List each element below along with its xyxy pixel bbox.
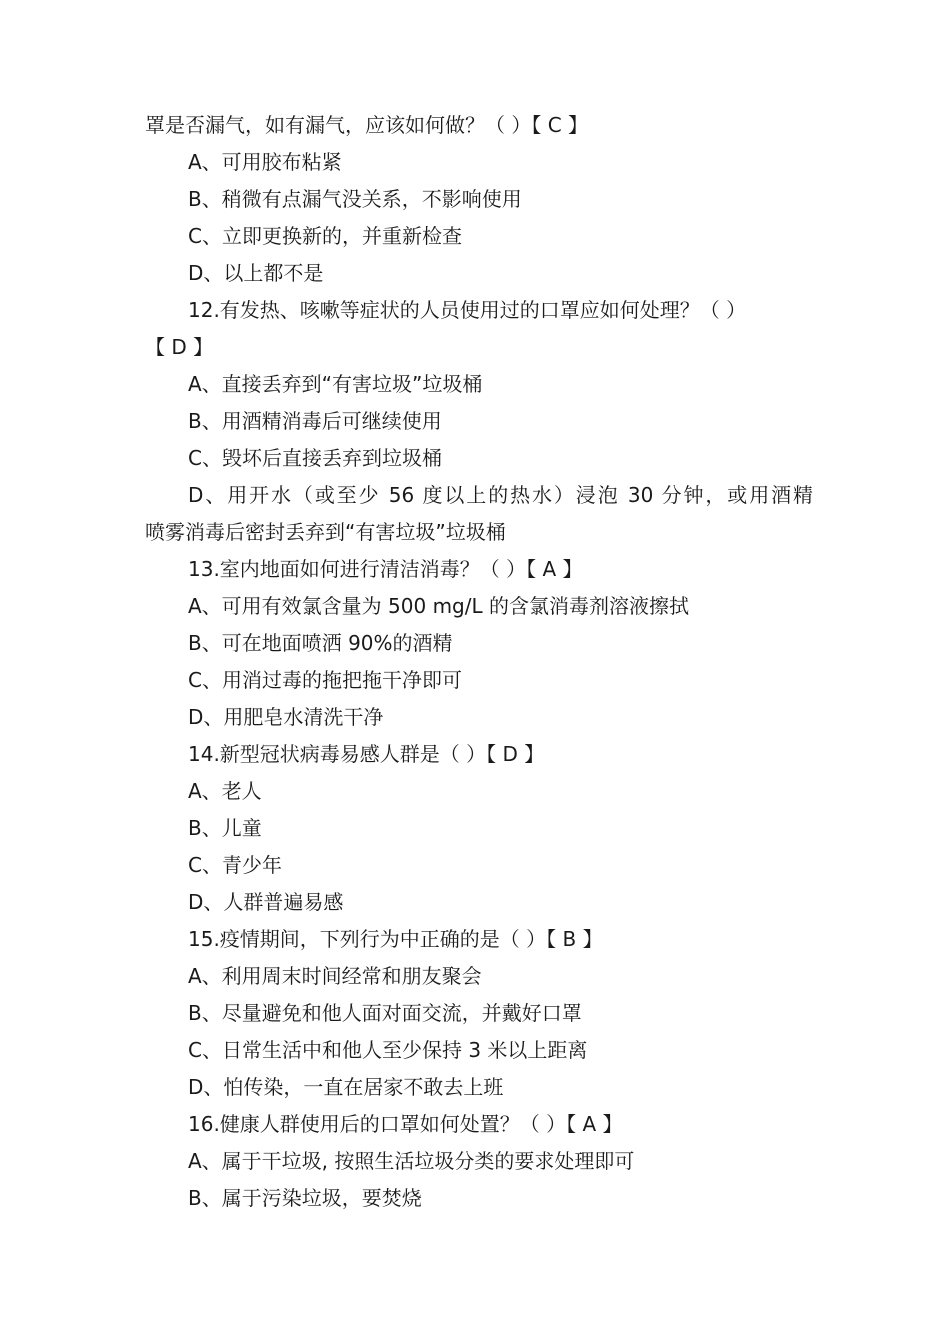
text-line: D、怕传染，一直在居家不敢去上班	[188, 1075, 504, 1099]
text-line: C、用消过毒的拖把拖干净即可	[188, 668, 462, 692]
text-line: 【 D 】	[145, 335, 214, 359]
text-line: B、尽量避免和他人面对面交流，并戴好口罩	[188, 1001, 582, 1025]
text-line: 14.新型冠状病毒易感人群是（ ）【 D 】	[188, 742, 545, 766]
text-line: A、老人	[188, 779, 262, 803]
text-line: A、直接丢弃到“有害垃圾”垃圾桶	[188, 372, 483, 396]
text-line: C、青少年	[188, 853, 282, 877]
text-line: 罩是否漏气，如有漏气，应该如何做？（ ）【 C 】	[145, 113, 589, 137]
text-line: B、属于污染垃圾，要焚烧	[188, 1186, 422, 1210]
text-line: 16.健康人群使用后的口罩如何处置？（ ）【 A 】	[188, 1112, 623, 1136]
text-line: A、可用胶布粘紧	[188, 150, 342, 174]
text-line: C、日常生活中和他人至少保持 3 米以上距离	[188, 1038, 588, 1062]
text-line: A、可用有效氯含量为 500 mg/L 的含氯消毒剂溶液擦拭	[188, 594, 689, 618]
text-line: D、用开水（或至少 56 度以上的热水）浸泡 30 分钟，或用酒精	[188, 483, 813, 507]
text-line: D、以上都不是	[188, 261, 324, 285]
text-line: C、毁坏后直接丢弃到垃圾桶	[188, 446, 442, 470]
text-line: B、用酒精消毒后可继续使用	[188, 409, 442, 433]
text-line: B、稍微有点漏气没关系，不影响使用	[188, 187, 522, 211]
text-line: D、人群普遍易感	[188, 890, 344, 914]
text-line: 13.室内地面如何进行清洁消毒？（ ）【 A 】	[188, 557, 583, 581]
text-line: C、立即更换新的，并重新检查	[188, 224, 462, 248]
document-body	[145, 107, 813, 1217]
text-line: A、利用周末时间经常和朋友聚会	[188, 964, 482, 988]
text-line: 12.有发热、咳嗽等症状的人员使用过的口罩应如何处理？（ ）	[188, 298, 747, 322]
text-line: D、用肥皂水清洗干净	[188, 705, 384, 729]
text-line: A、属于干垃圾, 按照生活垃圾分类的要求处理即可	[188, 1149, 635, 1173]
text-line: 喷雾消毒后密封丢弃到“有害垃圾”垃圾桶	[145, 520, 506, 544]
text-line: B、可在地面喷洒 90%的酒精	[188, 631, 453, 655]
text-line: B、儿童	[188, 816, 262, 840]
text-line: 15.疫情期间，下列行为中正确的是（ ）【 B 】	[188, 927, 603, 951]
